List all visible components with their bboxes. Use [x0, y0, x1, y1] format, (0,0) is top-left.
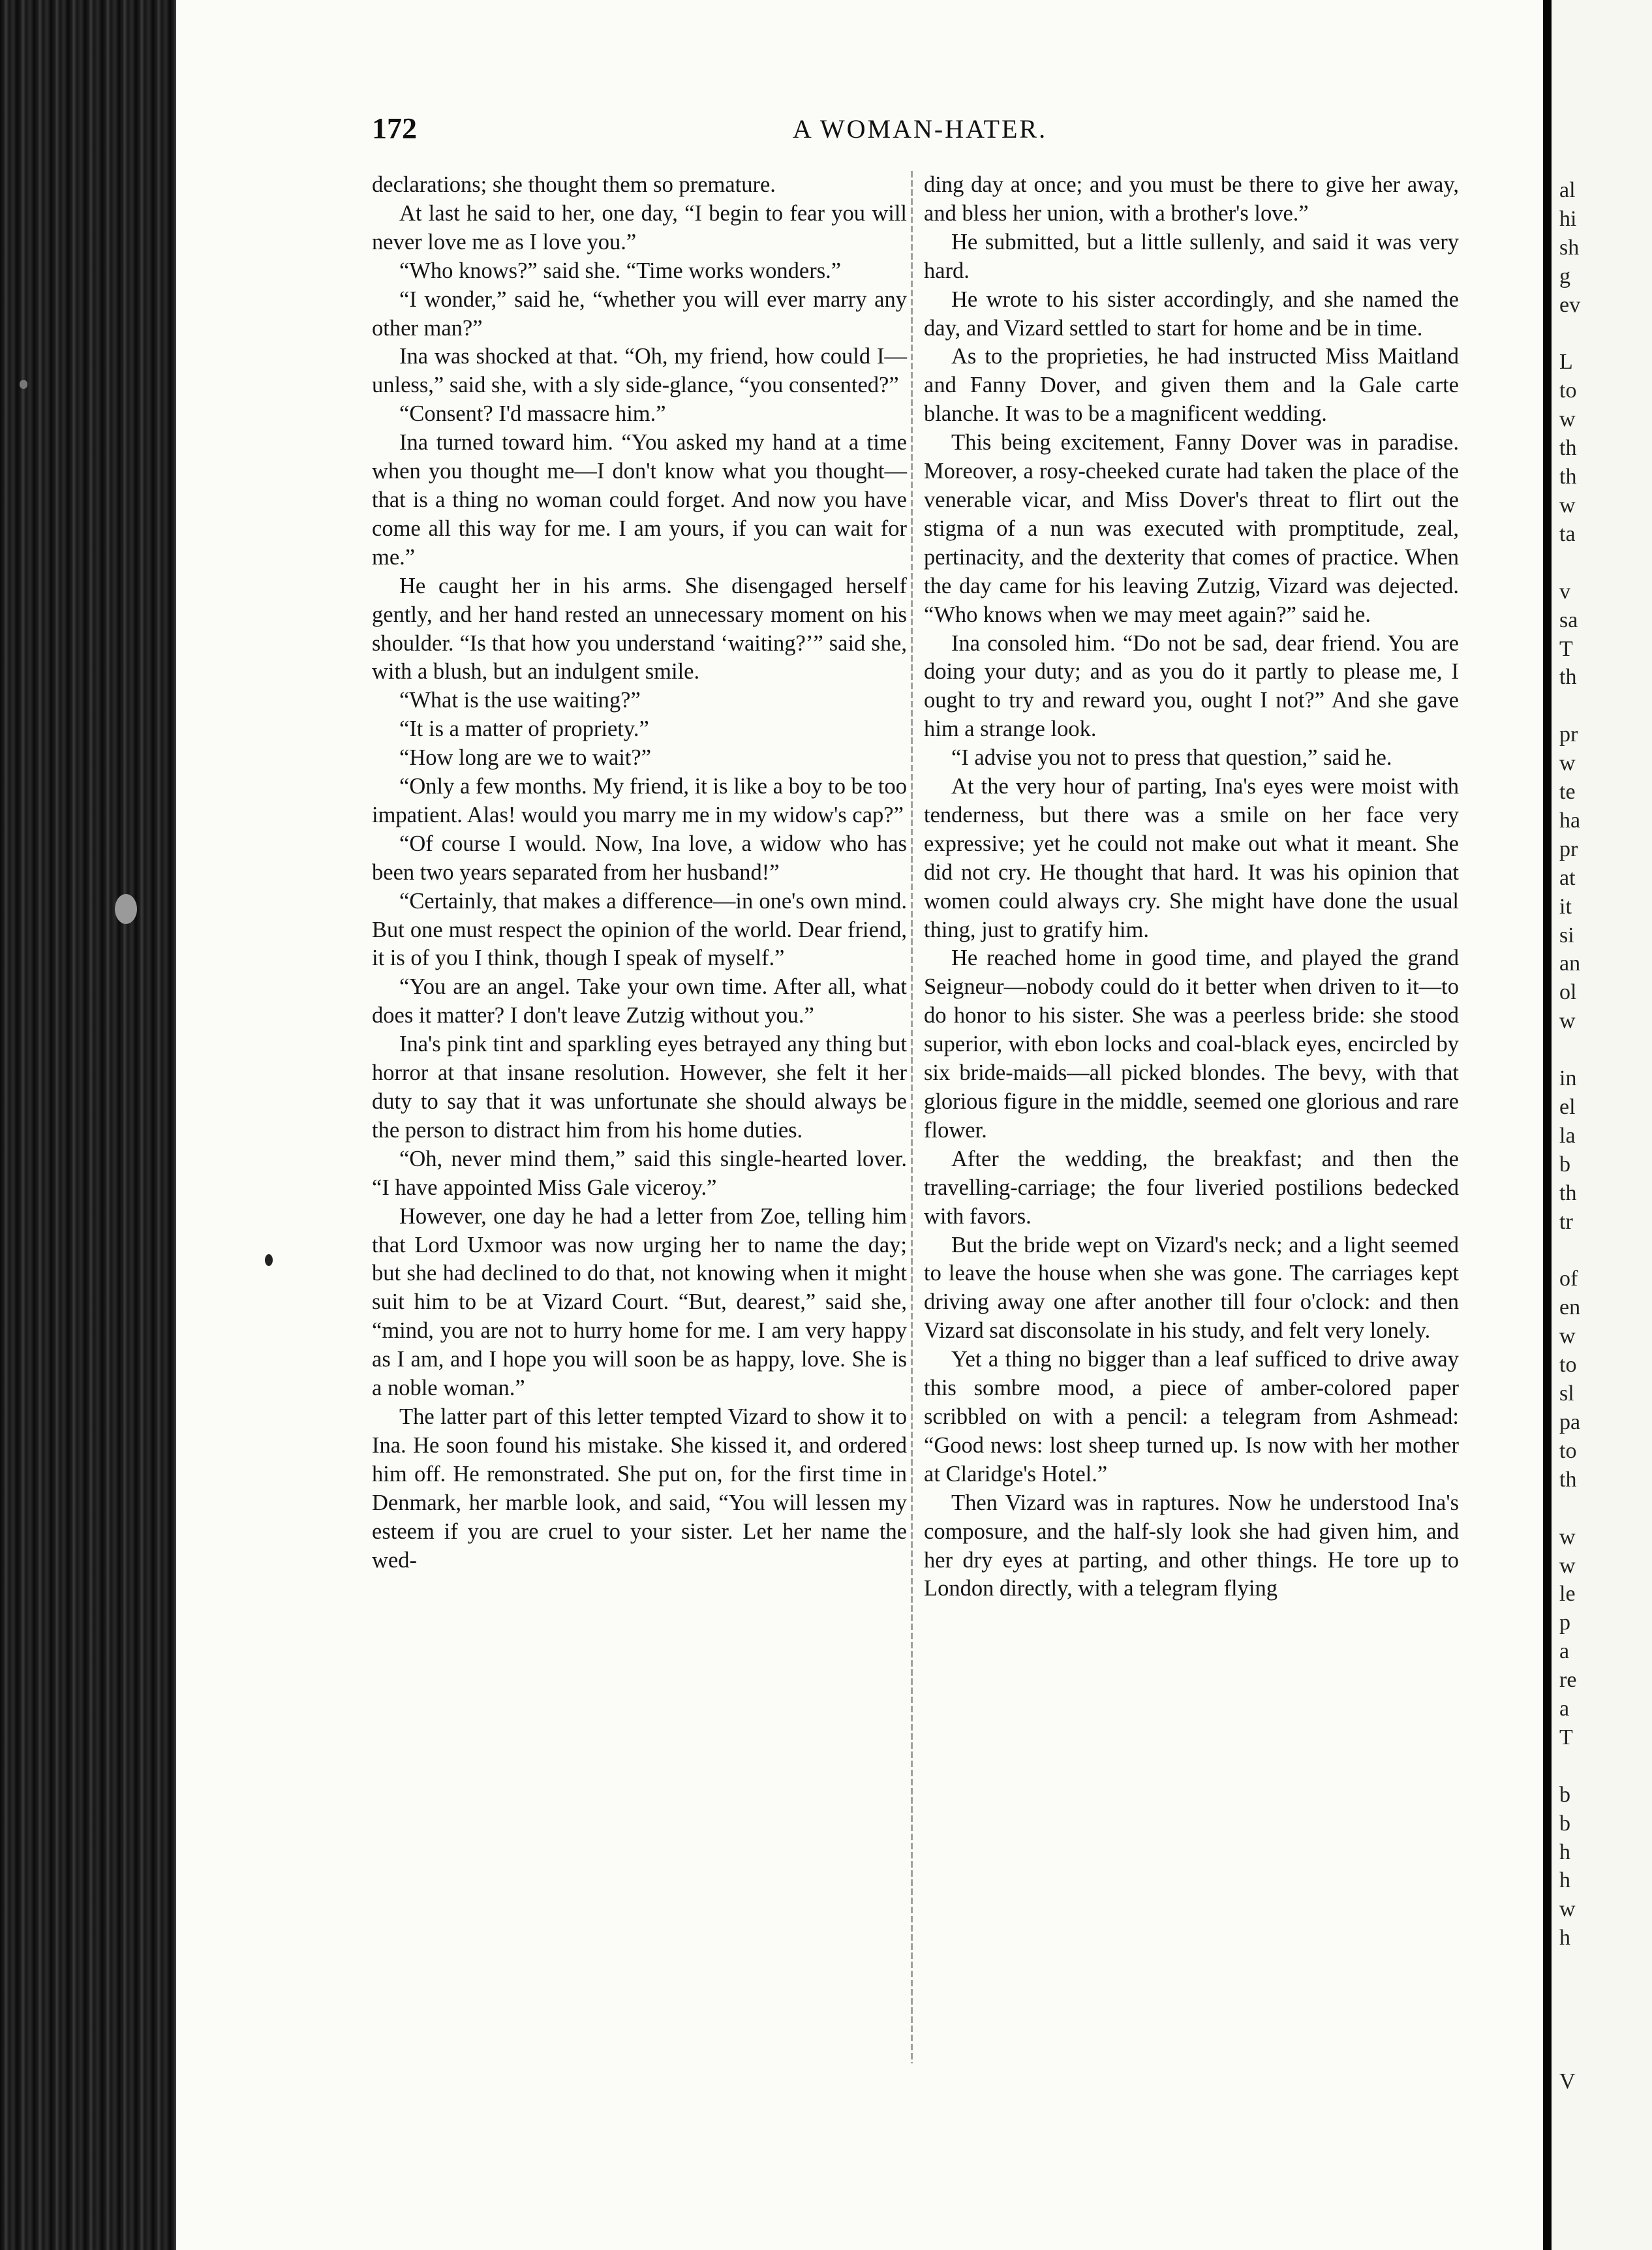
- paragraph: At last he said to her, one day, “I begin to fear you will never love me as I love you.”: [372, 200, 907, 254]
- facing-page-fragments: al hi sh g ev L to w th th w ta v sa T th pr w te ha pr at it si an ol w in el la b th tr of en w to sl pa to th w w le p a re a T b b h h w h V: [1559, 178, 1581, 2093]
- paragraph: “It is a matter of propriety.”: [399, 717, 649, 742]
- column-rule: [911, 171, 913, 2063]
- page-header: [372, 111, 1468, 163]
- running-title: A WOMAN-HATER.: [792, 114, 1048, 144]
- paragraph: declarations; she thought them so premature.: [372, 172, 776, 197]
- paragraph: “Oh, never mind them,” said this single-hearted lover. “I have appointed Miss Gale viceroy.”: [372, 1146, 907, 1200]
- paragraph: “Of course I would. Now, Ina love, a widow who has been two years separated from her husband!”: [372, 831, 907, 885]
- paragraph: “What is the use waiting?”: [399, 688, 641, 713]
- paragraph: Ina consoled him. “Do not be sad, dear friend. You are doing your duty; and as you do it partly to please me, I ought to try and reward you, ought I not?” And she gave him a strange look.: [924, 630, 1459, 742]
- paragraph: He submitted, but a little sullenly, and said it was very hard.: [924, 229, 1459, 283]
- paragraph: He wrote to his sister accordingly, and she named the day, and Vizard settled to start for home and be in time.: [924, 286, 1459, 341]
- paragraph: Yet a thing no bigger than a leaf sufficed to drive away this sombre mood, a piece of amber-colored paper scribbled on with a pencil: a telegram from Ashmead: “Good news: lost sheep turned up. Is now with her mother at Claridge's Hotel.”: [924, 1347, 1459, 1487]
- paragraph: “Who knows?” said she. “Time works wonders.”: [399, 258, 842, 283]
- paragraph: “You are an angel. Take your own time. After all, what does it matter? I don't leave Zutzig without you.”: [372, 974, 907, 1028]
- facing-page-edge: [1552, 0, 1652, 2250]
- paragraph: “Consent? I'd massacre him.”: [399, 401, 666, 427]
- paragraph: ding day at once; and you must be there to give her away, and bless her union, with a brother's love.”: [924, 172, 1459, 226]
- paragraph: He caught her in his arms. She disengaged herself gently, and her hand rested an unnecessary moment on his shoulder. “Is that how you understand ‘waiting?’” said she, with a blush, but an indulgent smile.: [372, 573, 907, 685]
- ink-speck: [265, 1254, 273, 1266]
- left-column: [372, 171, 907, 1575]
- paragraph: Ina was shocked at that. “Oh, my friend, how could I—unless,” said she, with a sly side-glance, “you consented?”: [372, 344, 907, 398]
- paragraph: “Certainly, that makes a difference—in one's own mind. But one must respect the opinion of the world. Dear friend, it is of you I think, though I speak of myself.”: [372, 888, 907, 971]
- paragraph: After the wedding, the breakfast; and then the travelling-carriage; the four liveried postilions bedecked with favors.: [924, 1146, 1459, 1229]
- book-spine: [0, 0, 176, 2250]
- paragraph: Ina's pink tint and sparkling eyes betrayed any thing but horror at that insane resolution. However, she felt it her duty to say that it was unfortunate she should always be the person to distract him from his home duties.: [372, 1032, 907, 1143]
- paragraph: However, one day he had a letter from Zoe, telling him that Lord Uxmoor was now urging her to name the day; but she had declined to do that, not knowing when it might suit him to be at Vizard Court. “But, dearest,” said she, “mind, you are not to hurry home for me. I am very happy as I am, and I hope you will soon be as happy, love. She is a noble woman.”: [372, 1203, 907, 1401]
- ink-speck: [20, 380, 27, 389]
- paragraph: He reached home in good time, and played the grand Seigneur—nobody could do it better when driven to it—to do honor to his sister. She was a peerless bride: she stood superior, with ebon locks and coal-black eyes, encircled by six bride-maids—all picked blondes. The bevy, with that glorious figure in the middle, seemed one glorious and rare flower.: [924, 946, 1459, 1143]
- paragraph: But the bride wept on Vizard's neck; and a light seemed to leave the house when she was gone. The carriages kept driving away one after another till four o'clock: and then Vizard sat disconsolate in his study, and felt very lonely.: [924, 1232, 1459, 1344]
- paragraph: “How long are we to wait?”: [399, 745, 652, 771]
- paragraph: “Only a few months. My friend, it is like a boy to be too impatient. Alas! would you marry me in my widow's cap?”: [372, 774, 907, 827]
- page-number: 172: [372, 112, 417, 145]
- paragraph: At the very hour of parting, Ina's eyes were moist with tenderness, but there was a smile on her face very expressive; yet he could not make out what it meant. She did not cry. He thought that hard. It was his opinion that women could always cry. She might have done the usual thing, just to gratify him.: [924, 774, 1459, 942]
- right-column: [924, 171, 1459, 1603]
- paragraph: Ina turned toward him. “You asked my hand at a time when you thought me—I don't know what you thought—that is a thing no woman could forget. And now you have come all this way for me. I am yours, if you can wait for me.”: [372, 430, 907, 570]
- paragraph: Then Vizard was in raptures. Now he understood Ina's composure, and the half-sly look she had given him, and her dry eyes at parting, and other things. He tore up to London directly, with a telegram flying: [924, 1490, 1459, 1601]
- paragraph: “I advise you not to press that question,” said he.: [951, 745, 1392, 771]
- paragraph: “I wonder,” said he, “whether you will ever marry any other man?”: [372, 286, 907, 341]
- paragraph: The latter part of this letter tempted Vizard to show it to Ina. He soon found his mistake. She kissed it, and ordered him off. He remonstrated. She put on, for the first time in Denmark, her marble look, and said, “You will lessen my esteem if you are cruel to your sister. Let her name the wed-: [372, 1404, 907, 1573]
- ink-speck: [115, 894, 137, 924]
- paragraph: As to the proprieties, he had instructed Miss Maitland and Fanny Dover, and given them and la Gale carte blanche. It was to be a magnificent wedding.: [924, 344, 1459, 427]
- paragraph: This being excitement, Fanny Dover was in paradise. Moreover, a rosy-cheeked curate had taken the place of the venerable vicar, and Miss Dover's threat to flirt out the stigma of a nun was executed with promptitude, zeal, pertinacity, and the dexterity that comes of practice. When the day came for his leaving Zutzig, Vizard was dejected. “Who knows when we may meet again?” said he.: [924, 430, 1459, 627]
